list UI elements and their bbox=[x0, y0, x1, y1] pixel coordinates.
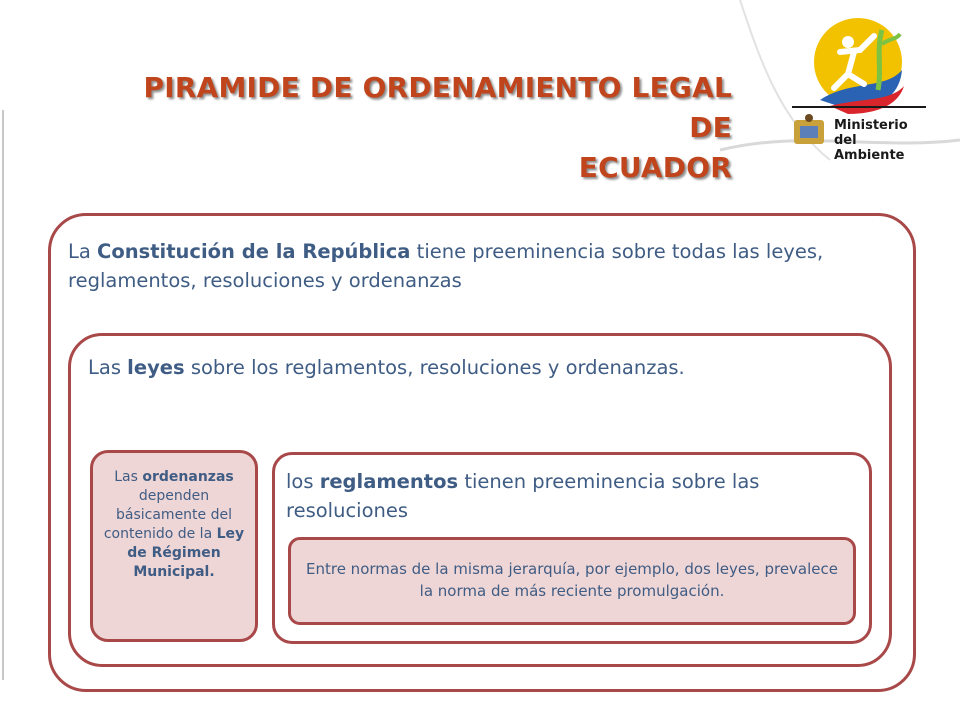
laws-text-post: sobre los reglamentos, resoluciones y ordenanzas. bbox=[184, 356, 685, 379]
constitution-text bbox=[68, 237, 868, 295]
laws-text bbox=[88, 353, 868, 382]
ordinances-text-bold-2: Ley de Régimen Municipal. bbox=[127, 526, 245, 580]
constitution-text-bold: Constitución de la República bbox=[97, 240, 411, 263]
laws-text-bold: leyes bbox=[127, 356, 185, 379]
ordinances-text-mid: dependen básicamente del contenido de la bbox=[103, 488, 232, 542]
same-hierarchy-note-text: Entre normas de la misma jerarquía, por ejemplo, dos leyes, prevalece la norma de más reciente promulgación. bbox=[305, 560, 838, 600]
ministry-name-line-2: del Ambiente bbox=[834, 133, 905, 163]
title-line-2: ECUADOR bbox=[578, 151, 732, 184]
left-border-line bbox=[2, 110, 4, 680]
page-title bbox=[92, 68, 732, 188]
regulations-text-post: tienen preeminencia sobre las resoluciones bbox=[286, 470, 760, 522]
constitution-text-pre: La bbox=[68, 240, 98, 263]
constitution-text-post: tiene preeminencia sobre todas las leyes, reglamentos, resoluciones y ordenanzas bbox=[68, 240, 824, 292]
ministerio-ambiente-logo bbox=[790, 10, 930, 163]
regulations-text-bold: reglamentos bbox=[319, 470, 459, 493]
regulations-text bbox=[286, 467, 856, 525]
ordinances-text bbox=[96, 468, 252, 582]
ordinances-text-bold-1: ordenanzas bbox=[142, 469, 234, 485]
ordinances-text-pre: Las bbox=[114, 469, 143, 485]
title-line-1: PIRAMIDE DE ORDENAMIENTO LEGAL DE bbox=[143, 71, 732, 144]
laws-text-pre: Las bbox=[88, 356, 128, 379]
regulations-text-pre: los bbox=[286, 470, 320, 493]
ministry-name bbox=[834, 118, 930, 163]
ministry-name-line-1: Ministerio bbox=[834, 118, 908, 133]
